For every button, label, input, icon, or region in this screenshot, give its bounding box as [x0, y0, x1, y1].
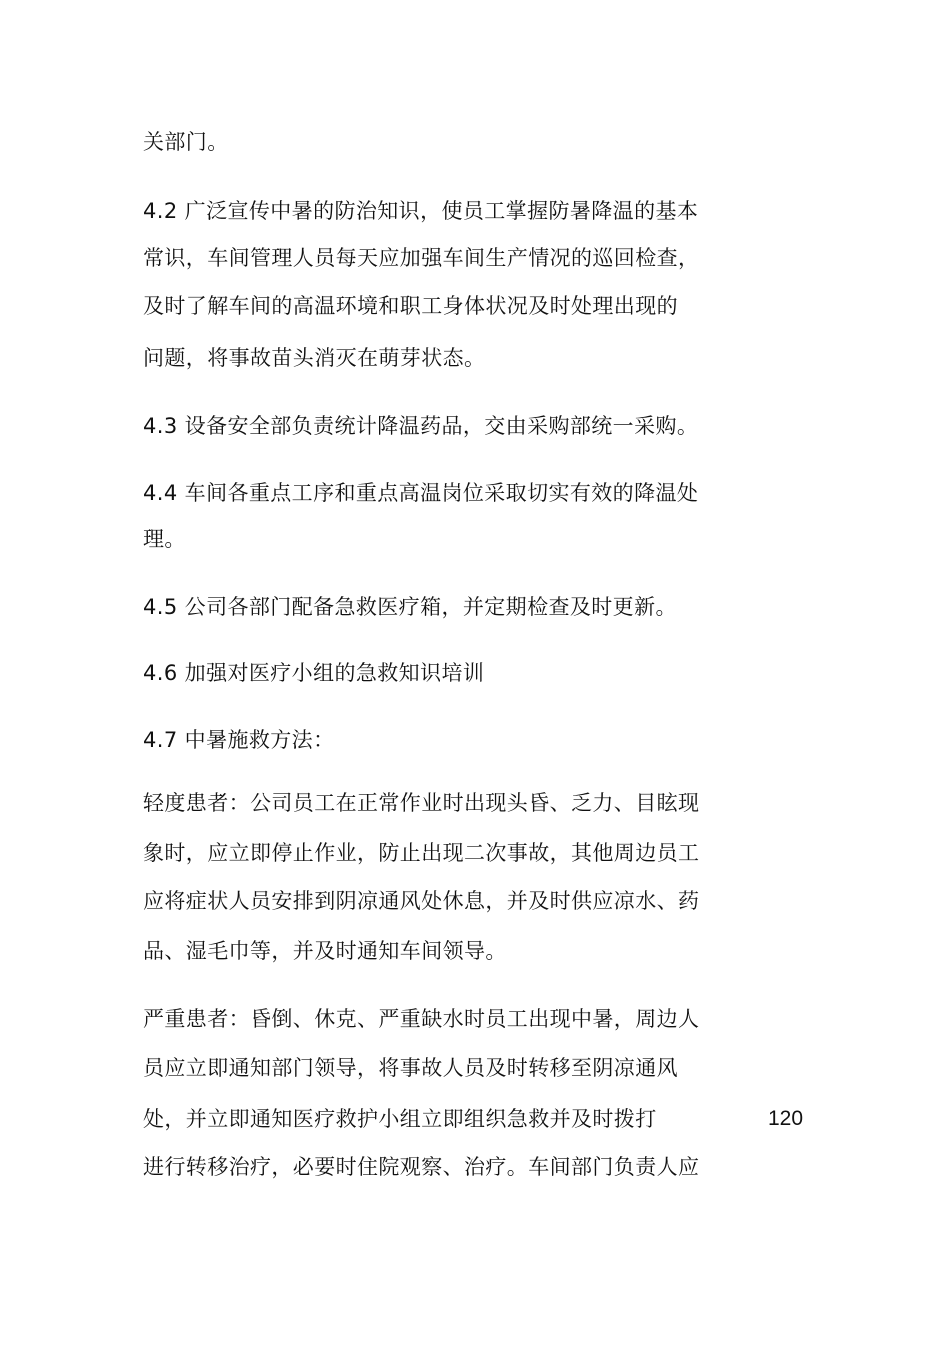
text-line: 进行转移治疗，必要时住院观察、治疗。车间部门负责人应: [143, 1155, 700, 1179]
text-line: 常识，车间管理人员每天应加强车间生产情况的巡回检查，: [143, 246, 700, 270]
text-line: 应将症状人员安排到阴凉通风处休息，并及时供应凉水、药: [143, 889, 700, 913]
page-number: 120: [768, 1107, 804, 1130]
text-line: 4.2 广泛宣传中暑的防治知识，使员工掌握防暑降温的基本: [143, 199, 699, 223]
text-line: 理。: [143, 527, 186, 551]
text-line: 4.5 公司各部门配备急救医疗箱，并定期检查及时更新。: [143, 595, 677, 619]
text-line: 员应立即通知部门领导，将事故人员及时转移至阴凉通风: [143, 1056, 678, 1080]
text-line: 4.3 设备安全部负责统计降温药品，交由采购部统一采购。: [143, 414, 699, 438]
text-line: 4.6 加强对医疗小组的急救知识培训: [143, 661, 485, 685]
text-line: 轻度患者：公司员工在正常作业时出现头昏、乏力、目眩现: [143, 791, 700, 815]
text-line: 4.7 中暑施救方法：: [143, 728, 335, 752]
text-line: 及时了解车间的高温环境和职工身体状况及时处理出现的: [143, 294, 678, 318]
text-line: 严重患者：昏倒、休克、严重缺水时员工出现中暑，周边人: [143, 1007, 700, 1031]
text-line: 4.4 车间各重点工序和重点高温岗位采取切实有效的降温处: [143, 481, 699, 505]
text-line: 问题，将事故苗头消灭在萌芽状态。: [143, 346, 486, 370]
text-line: 品、湿毛巾等，并及时通知车间领导。: [143, 939, 507, 963]
text-line: 处，并立即通知医疗救护小组立即组织急救并及时拨打: [143, 1107, 657, 1131]
text-line: 象时，应立即停止作业，防止出现二次事故，其他周边员工: [143, 841, 700, 865]
text-line: 关部门。: [143, 130, 229, 154]
